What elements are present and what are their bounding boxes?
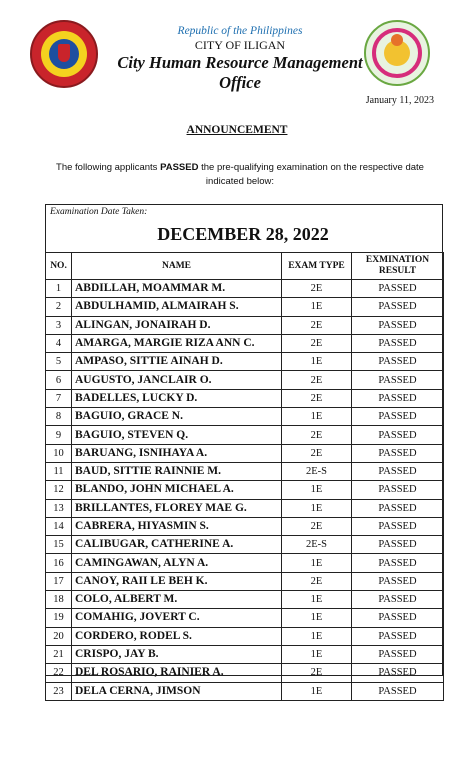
exam-type: 1E	[282, 609, 352, 627]
office-title: City Human Resource Management Office	[117, 53, 363, 92]
applicant-name: COMAHIG, JOVERT C.	[72, 609, 282, 627]
exam-type: 1E	[282, 298, 352, 316]
row-number: 3	[46, 316, 72, 334]
applicant-name: DELA CERNA, JIMSON	[72, 682, 282, 700]
row-number: 8	[46, 408, 72, 426]
applicant-name: BAGUIO, GRACE N.	[72, 408, 282, 426]
exam-result: PASSED	[352, 682, 444, 700]
row-number: 13	[46, 499, 72, 517]
table-row	[46, 334, 444, 352]
exam-result: PASSED	[352, 591, 444, 609]
applicant-name: ABDILLAH, MOAMMAR M.	[72, 280, 282, 298]
row-number: 12	[46, 481, 72, 499]
table-row	[46, 298, 444, 316]
applicant-name: CANOY, RAII LE BEH K.	[72, 572, 282, 590]
exam-type: 2E	[282, 280, 352, 298]
table-row	[46, 316, 444, 334]
exam-type: 2E-S	[282, 536, 352, 554]
exam-result: PASSED	[352, 645, 444, 663]
row-number: 22	[46, 664, 72, 682]
exam-result: PASSED	[352, 627, 444, 645]
exam-type: 2E	[282, 426, 352, 444]
header-no: NO.	[46, 253, 72, 280]
exam-type: 2E-S	[282, 462, 352, 480]
row-number: 16	[46, 554, 72, 572]
exam-result: PASSED	[352, 536, 444, 554]
row-number: 18	[46, 591, 72, 609]
results-table	[45, 252, 444, 701]
applicant-name: DEL ROSARIO, RAINIER A.	[72, 664, 282, 682]
applicant-name: AMPASO, SITTIE AINAH D.	[72, 353, 282, 371]
exam-type: 2E	[282, 517, 352, 535]
applicant-name: ALINGAN, JONAIRAH D.	[72, 316, 282, 334]
row-number: 14	[46, 517, 72, 535]
table-header-row	[46, 253, 444, 280]
exam-result: PASSED	[352, 554, 444, 572]
exam-date-label: Examination Date Taken:	[50, 207, 148, 217]
exam-result: PASSED	[352, 481, 444, 499]
table-row	[46, 591, 444, 609]
applicant-name: BAUD, SITTIE RAINNIE M.	[72, 462, 282, 480]
exam-type: 2E	[282, 572, 352, 590]
header-name: NAME	[72, 253, 282, 280]
applicant-name: BRILLANTES, FLOREY MAE G.	[72, 499, 282, 517]
exam-type: 2E	[282, 371, 352, 389]
exam-type: 2E	[282, 334, 352, 352]
header-result: EXMINATION RESULT	[352, 253, 444, 280]
table-row	[46, 627, 444, 645]
applicant-name: COLO, ALBERT M.	[72, 591, 282, 609]
row-number: 7	[46, 389, 72, 407]
exam-result: PASSED	[352, 499, 444, 517]
exam-result: PASSED	[352, 444, 444, 462]
exam-result: PASSED	[352, 316, 444, 334]
applicant-name: BLANDO, JOHN MICHAEL A.	[72, 481, 282, 499]
row-number: 1	[46, 280, 72, 298]
exam-result: PASSED	[352, 426, 444, 444]
table-row	[46, 426, 444, 444]
row-number: 20	[46, 627, 72, 645]
exam-result: PASSED	[352, 280, 444, 298]
intro-paragraph: The following applicants PASSED the pre-qualifying examination on the respective date indicated below:	[56, 162, 424, 187]
document-date: January 11, 2023	[365, 95, 434, 106]
table-row	[46, 499, 444, 517]
exam-type: 1E	[282, 554, 352, 572]
table-row	[46, 481, 444, 499]
applicant-name: AUGUSTO, JANCLAIR O.	[72, 371, 282, 389]
table-row	[46, 554, 444, 572]
header-type: EXAM TYPE	[282, 253, 352, 280]
row-number: 11	[46, 462, 72, 480]
exam-result: PASSED	[352, 389, 444, 407]
row-number: 2	[46, 298, 72, 316]
table-row	[46, 572, 444, 590]
row-number: 4	[46, 334, 72, 352]
applicant-name: CAMINGAWAN, ALYN A.	[72, 554, 282, 572]
row-number: 5	[46, 353, 72, 371]
table-row	[46, 389, 444, 407]
table-row	[46, 371, 444, 389]
applicant-name: BARUANG, ISNIHAYA A.	[72, 444, 282, 462]
table-row	[46, 664, 444, 682]
table-row	[46, 444, 444, 462]
exam-type: 1E	[282, 353, 352, 371]
exam-type: 1E	[282, 682, 352, 700]
exam-result: PASSED	[352, 371, 444, 389]
row-number: 6	[46, 371, 72, 389]
exam-type: 2E	[282, 664, 352, 682]
table-row	[46, 682, 444, 700]
exam-type: 1E	[282, 591, 352, 609]
applicant-name: BAGUIO, STEVEN Q.	[72, 426, 282, 444]
applicant-name: CRISPO, JAY B.	[72, 645, 282, 663]
table-row	[46, 280, 444, 298]
iligan-official-seal-icon	[30, 20, 98, 88]
table-row	[46, 408, 444, 426]
row-number: 23	[46, 682, 72, 700]
exam-type: 2E	[282, 444, 352, 462]
exam-type: 1E	[282, 408, 352, 426]
announcement-title: ANNOUNCEMENT	[186, 124, 288, 136]
exam-result: PASSED	[352, 664, 444, 682]
exam-result: PASSED	[352, 572, 444, 590]
exam-type: 1E	[282, 499, 352, 517]
applicant-name: CALIBUGAR, CATHERINE A.	[72, 536, 282, 554]
applicant-name: CABRERA, HIYASMIN S.	[72, 517, 282, 535]
exam-result: PASSED	[352, 334, 444, 352]
table-row	[46, 353, 444, 371]
row-number: 15	[46, 536, 72, 554]
row-number: 21	[46, 645, 72, 663]
table-row	[46, 462, 444, 480]
exam-type: 2E	[282, 389, 352, 407]
exam-type: 1E	[282, 645, 352, 663]
applicant-name: ABDULHAMID, ALMAIRAH S.	[72, 298, 282, 316]
exam-type: 1E	[282, 481, 352, 499]
applicant-name: CORDERO, RODEL S.	[72, 627, 282, 645]
applicant-name: BADELLES, LUCKY D.	[72, 389, 282, 407]
city-text: CITY OF ILIGAN	[194, 38, 286, 52]
row-number: 19	[46, 609, 72, 627]
table-row	[46, 609, 444, 627]
exam-type: 2E	[282, 316, 352, 334]
row-number: 9	[46, 426, 72, 444]
applicant-name: AMARGA, MARGIE RIZA ANN C.	[72, 334, 282, 352]
exam-result: PASSED	[352, 462, 444, 480]
row-number: 10	[46, 444, 72, 462]
republic-text: Republic of the Philippines	[177, 25, 303, 37]
table-row	[46, 517, 444, 535]
exam-result: PASSED	[352, 408, 444, 426]
exam-result: PASSED	[352, 353, 444, 371]
exam-result: PASSED	[352, 517, 444, 535]
table-row	[46, 645, 444, 663]
exam-result: PASSED	[352, 298, 444, 316]
exam-type: 1E	[282, 627, 352, 645]
exam-date: DECEMBER 28, 2022	[157, 224, 329, 244]
row-number: 17	[46, 572, 72, 590]
exam-result: PASSED	[352, 609, 444, 627]
table-row	[46, 536, 444, 554]
